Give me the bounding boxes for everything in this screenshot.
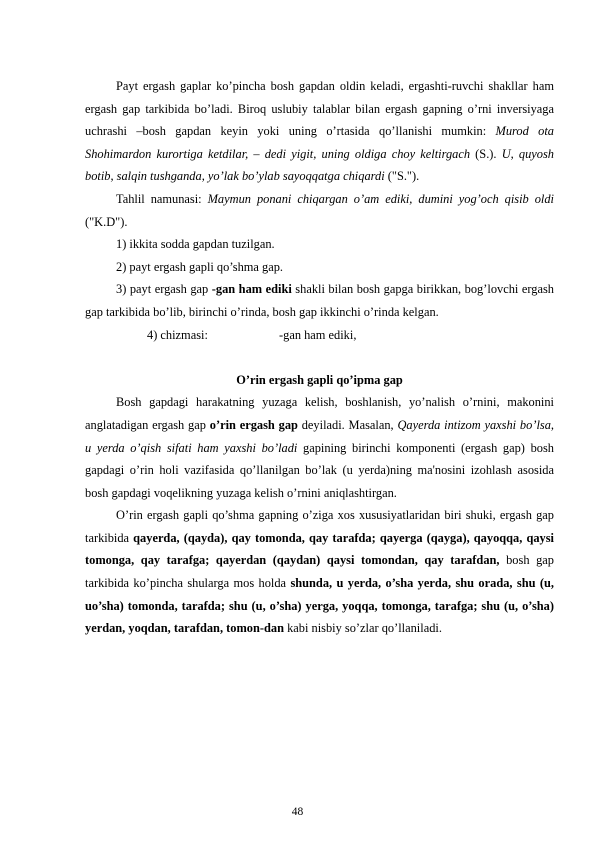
text: bosh gap tarkibida ko’pincha shularga mos holda xyxy=(85,553,554,591)
list-item-3 xyxy=(85,278,554,323)
term-bold: o’rin ergash gap xyxy=(209,417,298,432)
text: O’rin ergash gapli qo’shma gapning o’ziga xos xususiyatlaridan biri shuki, ergash gap tarkibida xyxy=(85,508,554,545)
paragraph-payt-intro xyxy=(85,75,554,188)
page-content xyxy=(85,0,554,640)
relative-words-bold: shunda, u yerda, o’sha yerda, shu orada, shu (u, uo’sha) tomonda, tarafda; shu (u, o’sha) yerga, yoqqa, tomonga, tarafga; shu (u, o’sha) yerdan, yoqdan, tarafdan, tomon-dan xyxy=(85,576,554,636)
list-item-1: 1) ikkita sodda gapdan tuzilgan. xyxy=(116,237,275,252)
suffix-bold: -gan ham ediki xyxy=(211,282,292,297)
example-italic: U, quyosh botib, salqin tushganda, yo’lak bo’ylab sayoqqatga chiqardi xyxy=(85,146,554,184)
page-number: 48 xyxy=(291,806,304,818)
paragraph-orin-definition xyxy=(85,391,554,504)
text: Payt ergash gaplar ko’pincha bosh gapdan oldin keladi, ergashti-ruvchi shakllar ham ergash gap tarkibida bo’ladi. Biroq uslubiy talablar bilan ergash gapning o’rni inversiyaga uchrashi –bosh gapdan keyin yoki uning o’rtasida qo’llanishi mumkin: xyxy=(85,79,554,139)
section-heading: O’rin ergash gapli qo’ipma gap xyxy=(236,372,403,387)
text: deyiladi. Masalan, xyxy=(297,417,398,432)
example-italic: Maymun ponani chiqargan o’am ediki, dumini yog’och qisib oldi xyxy=(207,191,554,206)
paragraph-orin-features xyxy=(85,504,554,640)
text: kabi nisbiy so’zlar qo’llaniladi. xyxy=(283,621,442,636)
list-item-2: 2) payt ergash gapli qo’shma gap. xyxy=(116,259,284,274)
text: 3) payt ergash gap xyxy=(116,282,212,297)
text: gapining birinchi komponenti (ergash gap) bosh gapdagi o’rin holi vazifasida qo’llanilgan bo’lak (u yerda)ning ma'nosini izohlash asosida bosh gapdagi voqelikning yuzaga kelish o’rnini aniqlashtirgan. xyxy=(85,440,554,500)
source-ref: ("S."). xyxy=(384,169,420,184)
source-ref: (S.). xyxy=(470,146,502,161)
paragraph-tahlil xyxy=(85,188,554,233)
text: Bosh gapdagi harakatning yuzaga kelish, boshlanish, yo’nalish o’rnini, makonini anglatadigan ergash gap xyxy=(85,395,554,432)
chizma-formula: -gan ham ediki, xyxy=(279,327,357,342)
source-ref: ("K.D"). xyxy=(85,214,128,229)
text: shakli bilan bosh gapga birikkan, bog’lovchi ergash gap tarkibida bo’lib, birinchi o’rinda, bosh gap ikkinchi o’rinda kelgan. xyxy=(85,282,554,319)
relative-words-bold: qayerda, (qayda), qay tomonda, qay tarafda; qayerga (qayga), qayoqqa, qaysi tomonga, qay tarafga; qayerdan (qaydan) qaysi tomondan, qay tarafdan, xyxy=(85,530,554,568)
tahlil-label: Tahlil namunasi: xyxy=(116,191,208,206)
example-italic: Murod ota Shohimardon kurortiga ketdilar, – dedi yigit, uning oldiga choy keltirgach xyxy=(85,124,554,161)
chizma-label: 4) chizmasi: xyxy=(147,327,208,342)
example-italic: Qayerda intizom yaxshi bo’lsa, u yerda o’qish sifati ham yaxshi bo’ladi xyxy=(85,417,554,455)
list-item-4 xyxy=(85,324,554,347)
